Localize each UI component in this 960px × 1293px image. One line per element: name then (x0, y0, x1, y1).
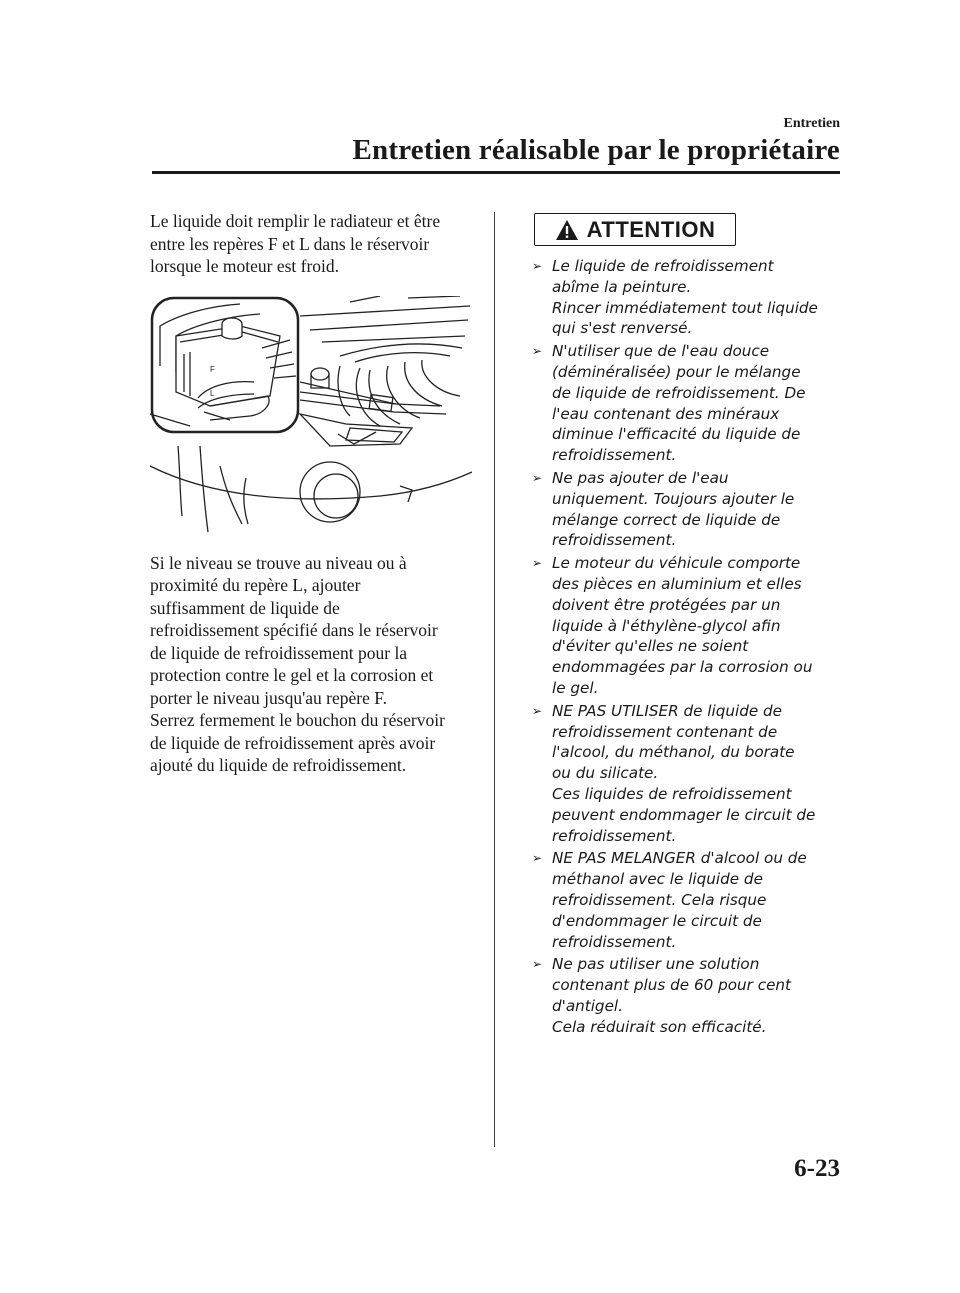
attention-line: d'éviter qu'elles ne soient (552, 637, 749, 656)
attention-line: abîme la peinture. (552, 277, 692, 296)
attention-line: l'eau contenant des minéraux (552, 404, 780, 423)
attention-line: refroidissement. Cela risque (552, 890, 767, 909)
attention-line: d'endommager le circuit de (552, 911, 762, 930)
attention-line: N'utiliser que de l'eau douce (552, 342, 770, 361)
attention-line: doivent être protégées par un (552, 595, 781, 614)
arrow-bullet-icon: ➢ (532, 344, 543, 359)
attention-item (514, 341, 844, 466)
attention-line: refroidissement. (552, 932, 677, 951)
body-line: de liquide de refroidissement après avoir (150, 732, 436, 753)
body-paragraph (150, 552, 480, 777)
body-line: de liquide de refroidissement pour la (150, 642, 408, 663)
body-line: ajouté du liquide de refroidissement. (150, 755, 407, 775)
coolant-reservoir-illustration (150, 296, 472, 526)
attention-label: ATTENTION (586, 216, 716, 242)
body-line: proximité du repère L, ajouter (150, 575, 361, 595)
level-mark-l: L (210, 388, 215, 398)
attention-line: diminue l'efficacité du liquide de (552, 425, 801, 444)
left-column (150, 210, 480, 777)
attention-line: qui s'est renversé. (552, 319, 693, 338)
body-line: protection contre le gel et la corrosion et (150, 665, 434, 685)
header-rule (152, 171, 840, 174)
arrow-bullet-icon: ➢ (532, 703, 543, 718)
arrow-bullet-icon: ➢ (532, 851, 543, 866)
right-column (514, 213, 844, 1039)
attention-item (514, 468, 844, 551)
attention-line: refroidissement. (552, 826, 677, 845)
attention-box (534, 213, 736, 246)
attention-line: Ne pas ajouter de l'eau (552, 468, 729, 487)
body-line: suffisamment de liquide de (150, 597, 340, 618)
attention-line: peuvent endommager le circuit de (552, 805, 816, 824)
attention-line: Le liquide de refroidissement (552, 257, 774, 275)
attention-line: mélange correct de liquide de (552, 510, 781, 529)
body-line: porter le niveau jusqu'au repère F. (150, 687, 387, 708)
body-line: Serrez fermement le bouchon du réservoir (150, 710, 445, 730)
attention-line: le gel. (552, 678, 599, 697)
attention-list (514, 256, 844, 1037)
attention-item (514, 954, 844, 1037)
attention-line: liquide à l'éthylène-glycol afin (552, 616, 781, 635)
attention-line: refroidissement. (552, 531, 677, 550)
attention-item (514, 553, 844, 699)
attention-item (514, 256, 844, 339)
attention-line: (déminéralisée) pour le mélange (552, 362, 801, 381)
attention-line: ou du silicate. (552, 764, 659, 783)
attention-line: Cela réduirait son efficacité. (552, 1017, 767, 1036)
attention-line: NE PAS UTILISER de liquide de (552, 701, 783, 720)
page-number: 6-23 (794, 1155, 840, 1182)
attention-line: endommagées par la corrosion ou (552, 658, 813, 677)
intro-paragraph (150, 210, 480, 278)
attention-line: refroidissement contenant de (552, 722, 778, 741)
attention-line: Rincer immédiatement tout liquide (552, 298, 818, 317)
attention-item (514, 848, 844, 952)
attention-line: l'alcool, du méthanol, du borate (552, 743, 795, 762)
attention-line: refroidissement. (552, 446, 677, 465)
attention-line: d'antigel. (552, 996, 623, 1015)
attention-item (514, 701, 844, 847)
column-divider (494, 212, 495, 1147)
body-line: refroidissement spécifié dans le réservoir (150, 620, 438, 640)
attention-line: contenant plus de 60 pour cent (552, 976, 792, 995)
arrow-bullet-icon: ➢ (532, 259, 543, 273)
body-line: Si le niveau se trouve au niveau ou à (150, 552, 407, 573)
attention-line: uniquement. Toujours ajouter le (552, 489, 795, 508)
intro-line: Le liquide doit remplir le radiateur et être (150, 211, 441, 231)
warning-icon (555, 219, 579, 241)
attention-line: des pièces en aluminium et elles (552, 574, 802, 593)
attention-line: de liquide de refroidissement. De (552, 383, 806, 402)
attention-line: méthanol avec le liquide de (552, 870, 763, 889)
attention-line: NE PAS MELANGER d'alcool ou de (552, 849, 807, 868)
arrow-bullet-icon: ➢ (532, 957, 543, 972)
level-mark-f: F (210, 364, 215, 374)
intro-line: entre les repères F et L dans le réservoir (150, 233, 430, 254)
arrow-bullet-icon: ➢ (532, 470, 543, 485)
attention-line: Ne pas utiliser une solution (552, 955, 760, 974)
section-title: Entretien réalisable par le propriétaire (352, 134, 840, 166)
intro-line: lorsque le moteur est froid. (150, 256, 340, 276)
attention-line: Ces liquides de refroidissement (552, 784, 792, 803)
arrow-bullet-icon: ➢ (532, 556, 543, 571)
attention-line: Le moteur du véhicule comporte (552, 554, 801, 573)
section-label: Entretien (783, 116, 840, 131)
